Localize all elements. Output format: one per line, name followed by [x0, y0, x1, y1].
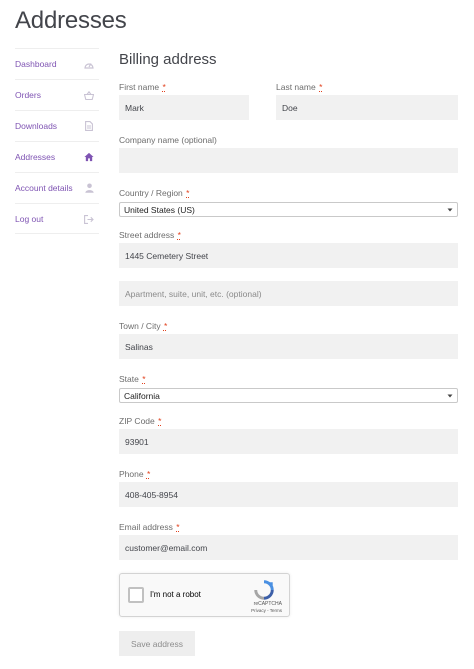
zip-label: ZIP Code * — [119, 416, 162, 426]
home-icon — [84, 152, 94, 162]
city-label: Town / City * — [119, 321, 168, 331]
phone-label: Phone * — [119, 469, 151, 479]
chevron-down-icon — [447, 207, 453, 213]
email-label: Email address * — [119, 522, 180, 532]
state-select-value: California — [124, 390, 160, 401]
save-address-button[interactable]: Save address — [119, 631, 195, 656]
recaptcha-brand: reCAPTCHA — [253, 601, 282, 607]
country-select-value: United States (US) — [124, 204, 195, 215]
recaptcha-links[interactable]: Privacy - Terms — [251, 608, 282, 613]
billing-address-title: Billing address — [119, 51, 217, 68]
recaptcha-logo-icon — [253, 579, 275, 601]
required-marker: * — [158, 416, 162, 426]
nav-item-account-details[interactable] — [15, 172, 99, 203]
first-name-label: First name * — [119, 82, 166, 92]
required-marker: * — [162, 82, 166, 92]
logout-icon — [84, 214, 94, 224]
required-marker: * — [176, 522, 180, 532]
nav-item-label: Downloads — [15, 121, 58, 131]
last-name-label: Last name * — [276, 82, 323, 92]
city-field[interactable]: Salinas — [119, 334, 458, 359]
street-address-field[interactable]: 1445 Cemetery Street — [119, 243, 458, 268]
phone-field[interactable]: 408-405-8954 — [119, 482, 458, 507]
nav-item-downloads[interactable] — [15, 110, 99, 141]
recaptcha-widget — [119, 573, 290, 617]
nav-item-orders[interactable] — [15, 79, 99, 110]
required-marker: * — [163, 321, 168, 331]
street-address-line2-field[interactable]: Apartment, suite, unit, etc. (optional) — [119, 281, 458, 306]
nav-item-addresses[interactable] — [15, 141, 99, 172]
first-name-field[interactable]: Mark — [119, 95, 249, 120]
country-select[interactable] — [119, 202, 458, 217]
required-marker: * — [142, 374, 146, 384]
state-label: State * — [119, 374, 146, 384]
account-navigation — [15, 48, 99, 234]
recaptcha-checkbox[interactable] — [128, 587, 144, 603]
nav-item-label: Dashboard — [15, 59, 57, 69]
dashboard-icon — [84, 59, 94, 69]
nav-item-label: Account details — [15, 183, 73, 193]
required-marker: * — [177, 230, 181, 240]
nav-item-label: Orders — [15, 90, 41, 100]
page-title: Addresses — [15, 7, 127, 34]
recaptcha-label: I'm not a robot — [150, 590, 201, 599]
zip-field[interactable]: 93901 — [119, 429, 458, 454]
company-field[interactable] — [119, 148, 458, 173]
nav-item-dashboard[interactable] — [15, 48, 99, 79]
required-marker: * — [146, 469, 151, 479]
required-marker: * — [186, 188, 190, 198]
basket-icon — [84, 90, 94, 100]
user-icon — [84, 183, 94, 193]
file-icon — [84, 121, 94, 131]
nav-item-label: Addresses — [15, 152, 56, 162]
nav-item-label: Log out — [15, 213, 44, 224]
nav-item-log-out[interactable] — [15, 203, 99, 234]
chevron-down-icon — [447, 393, 453, 399]
company-label: Company name (optional) — [119, 135, 217, 145]
country-label: Country / Region * — [119, 188, 190, 198]
email-field[interactable]: customer@email.com — [119, 535, 458, 560]
state-select[interactable] — [119, 388, 458, 403]
required-marker: * — [319, 82, 323, 92]
last-name-field[interactable]: Doe — [276, 95, 458, 120]
street-label: Street address * — [119, 230, 181, 240]
